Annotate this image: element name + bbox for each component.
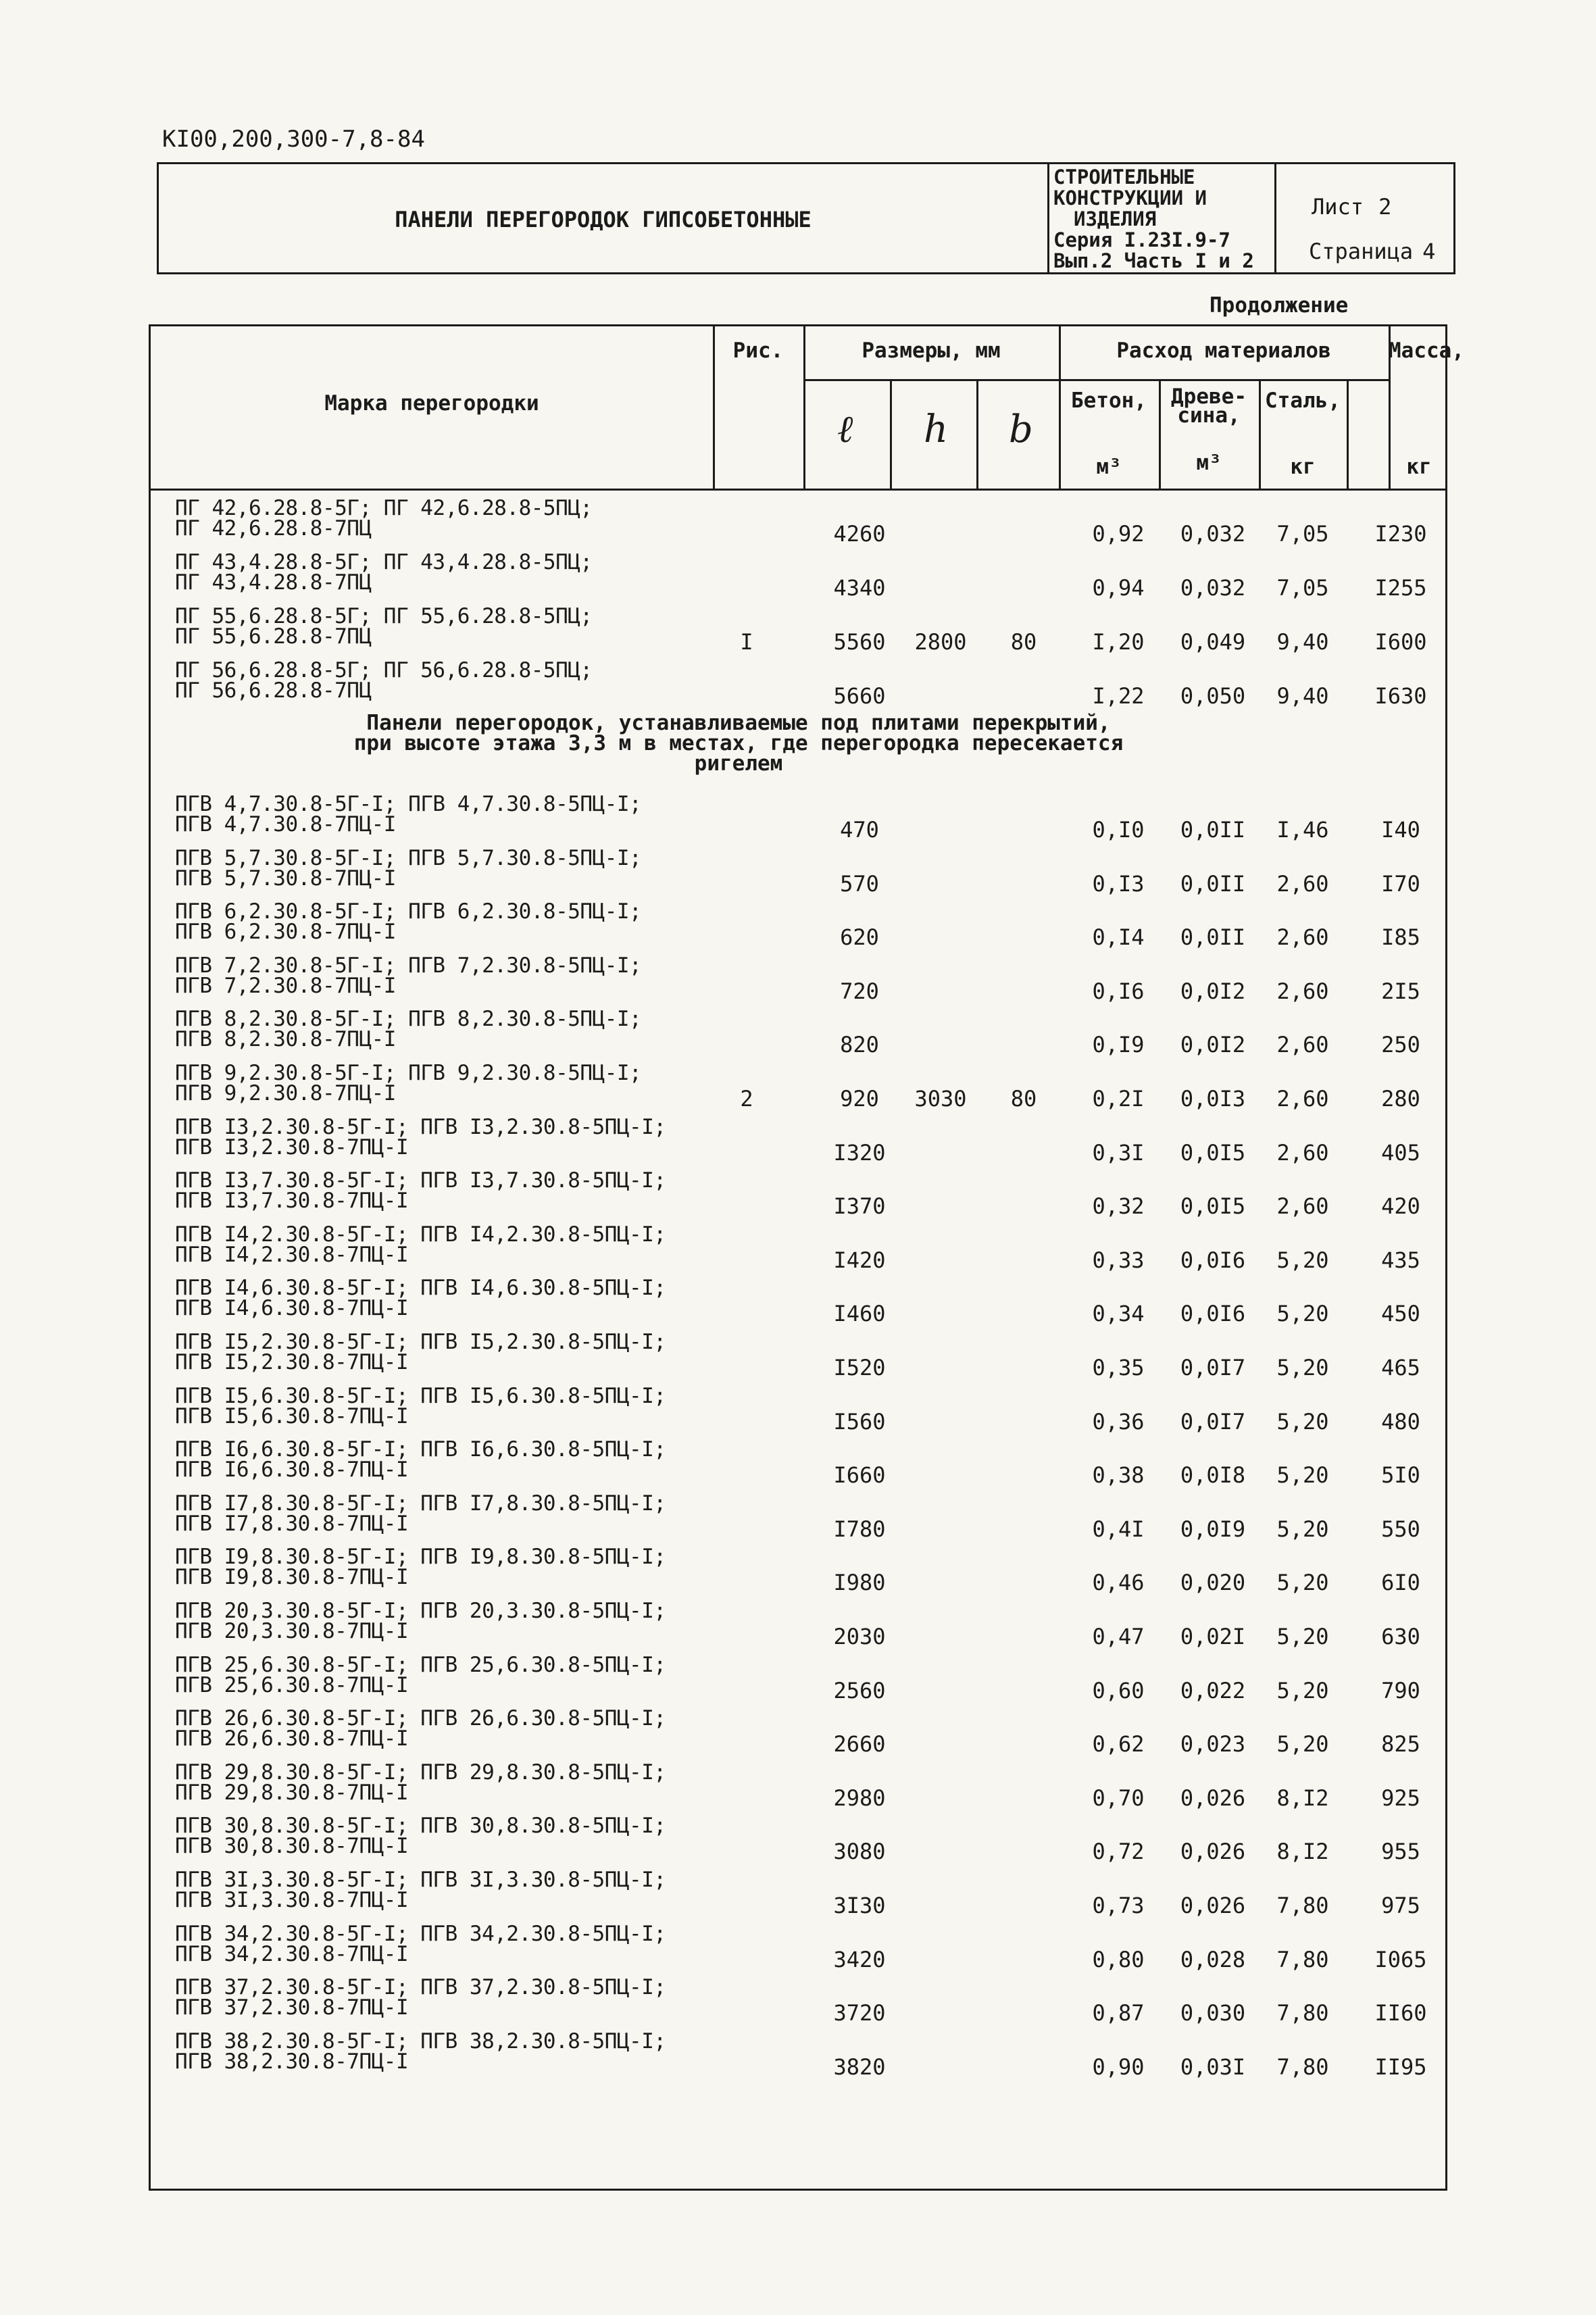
panel-mark (175, 1493, 666, 1534)
table-row (151, 1222, 1445, 1276)
length-value: I420 (833, 1247, 886, 1273)
table-row (151, 1437, 1445, 1491)
continuation-label: Продолжение (1210, 293, 1349, 318)
series-line: ИЗДЕЛИЯ (1074, 207, 1157, 230)
wood-value: 0,02I (1180, 1624, 1246, 1649)
panel-mark-line: ПГВ 26,6.30.8-5Г-I; ПГВ 26,6.30.8-5ПЦ-I; (175, 1706, 666, 1731)
length-value: I370 (833, 1193, 886, 1220)
length-value: 2980 (833, 1785, 886, 1811)
header-mass-unit: кг (1406, 455, 1432, 479)
panel-mark-line: ПГВ I5,6.30.8-7ПЦ-I (175, 1403, 409, 1428)
concrete-value: 0,3I (1092, 1139, 1145, 1166)
mass-value: 6I0 (1381, 1570, 1420, 1596)
panel-mark (175, 1168, 666, 1214)
concrete-value: 0,90 (1092, 2053, 1145, 2080)
mass-value: I065 (1374, 1946, 1427, 1972)
concrete-value: 0,70 (1092, 1785, 1145, 1811)
panel-mark (175, 1601, 666, 1641)
panel-mark-line: ПГВ 30,8.30.8-5Г-I; ПГВ 30,8.30.8-5ПЦ-I; (175, 1814, 666, 1839)
series-line: СТРОИТЕЛЬНЫЕ (1053, 166, 1195, 189)
length-value: 3I30 (833, 1893, 886, 1918)
header-thickness: b (1009, 407, 1033, 451)
mass-value: I85 (1381, 924, 1420, 951)
length-value: I520 (833, 1355, 886, 1380)
panel-mark-line: ПГ 42,6.28.8-7ПЦ (175, 516, 372, 541)
header-steel-unit: кг (1290, 455, 1316, 479)
wood-value: 0,0I8 (1180, 1462, 1246, 1489)
panel-mark (175, 552, 593, 593)
table-row (151, 1974, 1445, 2028)
concrete-value: 0,80 (1092, 1946, 1145, 1972)
concrete-value: 0,36 (1092, 1408, 1145, 1435)
steel-value: 5,20 (1276, 1462, 1329, 1489)
concrete-value: 0,38 (1092, 1462, 1145, 1489)
mass-value: I600 (1374, 629, 1427, 655)
panel-mark-line: ПГВ 20,3.30.8-5Г-I; ПГВ 20,3.30.8-5ПЦ-I; (175, 1599, 666, 1623)
note-line: Панели перегородок, устанавливаемые под плитами перекрытий, (366, 711, 1111, 735)
wood-value: 0,032 (1180, 521, 1246, 547)
height-value: 3030 (914, 1086, 967, 1112)
wood-value: 0,0I9 (1180, 1516, 1246, 1542)
panel-mark-line: ПГВ 29,8.30.8-7ПЦ-I (175, 1780, 409, 1805)
header-sizes: Размеры, мм (862, 339, 1001, 363)
panel-mark-line: ПГВ 3I,3.30.8-7ПЦ-I (175, 1888, 409, 1912)
steel-value: 7,80 (1276, 1946, 1329, 1972)
panel-mark-line: ПГВ I3,7.30.8-5Г-I; ПГВ I3,7.30.8-5ПЦ-I; (175, 1168, 666, 1193)
panel-mark-line: ПГ 42,6.28.8-5Г; ПГ 42,6.28.8-5ПЦ; (175, 496, 593, 520)
panel-mark-line: ПГВ I4,2.30.8-5Г-I; ПГВ I4,2.30.8-5ПЦ-I; (175, 1222, 666, 1247)
steel-value: 2,60 (1276, 870, 1329, 897)
wood-value: 0,0I5 (1180, 1139, 1246, 1166)
concrete-value: 0,2I (1092, 1086, 1145, 1112)
wood-value: 0,0I6 (1180, 1301, 1246, 1327)
mass-value: I40 (1381, 817, 1420, 843)
table-row (151, 1275, 1445, 1329)
panel-mark-line: ПГВ 6,2.30.8-7ПЦ-I (175, 920, 396, 945)
panel-mark (175, 1437, 666, 1483)
wood-value: 0,0I7 (1180, 1355, 1246, 1380)
panel-mark-line: ПГВ I4,2.30.8-7ПЦ-I (175, 1242, 409, 1267)
wood-value: 0,0II (1180, 924, 1246, 951)
length-value: 920 (840, 1086, 879, 1112)
panel-mark (175, 2028, 666, 2074)
length-value: 3420 (833, 1946, 886, 1972)
panel-mark-line: ПГВ 25,6.30.8-5Г-I; ПГВ 25,6.30.8-5ПЦ-I; (175, 1652, 666, 1677)
panel-mark-line: ПГ 43,4.28.8-7ПЦ (175, 570, 372, 595)
length-value: 570 (840, 870, 879, 897)
thickness-value: 80 (1010, 1086, 1037, 1112)
panel-mark (175, 1063, 641, 1103)
panel-mark-line: ПГВ I9,8.30.8-7ПЦ-I (175, 1565, 409, 1590)
wood-value: 0,049 (1180, 629, 1246, 655)
length-value: I320 (833, 1139, 886, 1166)
wood-value: 0,023 (1180, 1731, 1246, 1758)
panel-mark (175, 1921, 666, 1966)
header-concrete: Бетон, (1071, 389, 1147, 413)
length-value: 820 (840, 1032, 879, 1058)
length-value: 3820 (833, 2053, 886, 2080)
panel-mark-line: ПГВ 7,2.30.8-5Г-I; ПГВ 7,2.30.8-5ПЦ-I; (175, 953, 642, 978)
panel-mark-line: ПГ 43,4.28.8-5Г; ПГ 43,4.28.8-5ПЦ; (175, 550, 593, 574)
panel-mark-line: ПГВ 37,2.30.8-5Г-I; ПГВ 37,2.30.8-5ПЦ-I; (175, 1975, 666, 2000)
concrete-value: 0,87 (1092, 2000, 1145, 2026)
table-row (151, 1706, 1445, 1760)
table-row (151, 1813, 1445, 1867)
header-subdivider (1059, 379, 1389, 381)
panel-mark (175, 606, 593, 647)
table-row (151, 2028, 1445, 2083)
specification-table (149, 324, 1464, 2191)
column-divider (890, 379, 892, 489)
height-value: 2800 (914, 629, 967, 655)
table-row (151, 495, 1445, 549)
panel-mark-line: ПГВ I3,7.30.8-7ПЦ-I (175, 1189, 409, 1214)
concrete-value: 0,33 (1092, 1247, 1145, 1273)
concrete-value: 0,I0 (1092, 817, 1145, 843)
steel-value: 5,20 (1276, 1677, 1329, 1703)
mass-value: I230 (1374, 521, 1427, 547)
series-line: КОНСТРУКЦИИ И (1053, 186, 1207, 209)
panel-mark (175, 1007, 642, 1052)
header-wood-unit: м³ (1196, 451, 1222, 475)
panel-mark (175, 1332, 666, 1372)
mass-value: 925 (1381, 1785, 1420, 1811)
table-row (151, 1383, 1445, 1437)
concrete-value: 0,I4 (1092, 924, 1145, 951)
steel-value: 5,20 (1276, 1731, 1329, 1758)
concrete-value: 0,I6 (1092, 978, 1145, 1004)
series-line: Вып.2 Часть I и 2 (1053, 249, 1254, 272)
panel-mark-line: ПГВ I9,8.30.8-5Г-I; ПГВ I9,8.30.8-5ПЦ-I; (175, 1545, 666, 1570)
panel-mark-line: ПГВ I7,8.30.8-5Г-I; ПГВ I7,8.30.8-5ПЦ-I; (175, 1491, 666, 1516)
length-value: 2660 (833, 1731, 886, 1758)
mass-value: 465 (1381, 1355, 1420, 1380)
steel-value: 9,40 (1276, 629, 1329, 655)
panel-mark-line: ПГВ I6,6.30.8-7ПЦ-I (175, 1458, 409, 1483)
concrete-value: I,20 (1092, 629, 1145, 655)
sheet-info (1276, 164, 1453, 274)
panel-mark-line: ПГВ 29,8.30.8-5Г-I; ПГВ 29,8.30.8-5ПЦ-I; (175, 1760, 666, 1785)
panel-mark-line: ПГВ 8,2.30.8-7ПЦ-I (175, 1027, 396, 1052)
wood-value: 0,0I2 (1180, 1032, 1246, 1058)
concrete-value: I,22 (1092, 683, 1145, 709)
panel-mark (175, 1814, 666, 1859)
group-note (299, 713, 1178, 774)
steel-value: 5,20 (1276, 1247, 1329, 1273)
wood-value: 0,0I2 (1180, 978, 1246, 1004)
steel-value: 2,60 (1276, 924, 1329, 951)
mass-value: I255 (1374, 575, 1427, 601)
length-value: 470 (840, 817, 879, 843)
steel-value: 7,80 (1276, 1893, 1329, 1918)
mass-value: 450 (1381, 1301, 1420, 1327)
mass-value: II95 (1374, 2053, 1427, 2080)
steel-value: 5,20 (1276, 1570, 1329, 1596)
table-row (151, 1921, 1445, 1975)
wood-value: 0,020 (1180, 1570, 1246, 1596)
panel-mark-line: ПГВ 30,8.30.8-7ПЦ-I (175, 1834, 409, 1859)
length-value: 2030 (833, 1624, 886, 1649)
steel-value: 7,05 (1276, 575, 1329, 601)
panel-mark-line: ПГВ 3I,3.30.8-5Г-I; ПГВ 3I,3.30.8-5ПЦ-I; (175, 1868, 666, 1892)
panel-mark-line: ПГВ I3,2.30.8-5Г-I; ПГВ I3,2.30.8-5ПЦ-I; (175, 1114, 666, 1139)
length-value: 620 (840, 924, 879, 951)
panel-mark-line: ПГВ 9,2.30.8-7ПЦ-I (175, 1081, 396, 1105)
table-row (151, 1598, 1445, 1652)
steel-value: 7,05 (1276, 521, 1329, 547)
sheet-label: Лист (1312, 194, 1364, 220)
wood-value: 0,0I6 (1180, 1247, 1246, 1273)
mass-value: 825 (1381, 1731, 1420, 1758)
steel-value: 2,60 (1276, 1032, 1329, 1058)
mass-value: 420 (1381, 1193, 1420, 1220)
panel-mark-line: ПГВ I5,6.30.8-5Г-I; ПГВ I5,6.30.8-5ПЦ-I; (175, 1383, 666, 1408)
table-row (151, 1867, 1445, 1921)
panel-mark (175, 1708, 666, 1749)
panel-mark (175, 1762, 666, 1803)
panel-mark-line: ПГВ I7,8.30.8-7ПЦ-I (175, 1511, 409, 1536)
mass-value: 955 (1381, 1839, 1420, 1865)
concrete-value: 0,I9 (1092, 1032, 1145, 1058)
wood-value: 0,026 (1180, 1785, 1246, 1811)
panel-mark-line: ПГВ I4,6.30.8-7ПЦ-I (175, 1296, 409, 1321)
steel-value: 2,60 (1276, 1086, 1329, 1112)
panel-mark-line: ПГВ 38,2.30.8-7ПЦ-I (175, 2049, 409, 2074)
steel-value: 2,60 (1276, 1193, 1329, 1220)
steel-value: 2,60 (1276, 1139, 1329, 1166)
figure-number: I (740, 629, 753, 655)
panel-mark-line: ПГВ 4,7.30.8-5Г-I; ПГВ 4,7.30.8-5ПЦ-I; (175, 792, 642, 816)
mass-value: I630 (1374, 683, 1427, 709)
length-value: 5660 (833, 683, 886, 709)
mass-value: 405 (1381, 1139, 1420, 1166)
note-line: при высоте этажа 3,3 м в местах, где перегородка пересекается (353, 731, 1124, 755)
concrete-value: 0,I3 (1092, 870, 1145, 897)
series-info (1049, 164, 1276, 274)
length-value: I560 (833, 1408, 886, 1435)
header-subdivider (803, 379, 1059, 381)
table-row (151, 953, 1445, 1007)
concrete-value: 0,73 (1092, 1893, 1145, 1918)
header-steel: Сталь, (1265, 389, 1341, 413)
panel-mark (175, 1383, 666, 1428)
steel-value: 7,80 (1276, 2000, 1329, 2026)
series-line: Серия I.23I.9-7 (1053, 228, 1230, 251)
panel-mark (175, 1545, 666, 1590)
mass-value: 550 (1381, 1516, 1420, 1542)
steel-value: 5,20 (1276, 1301, 1329, 1327)
concrete-value: 0,4I (1092, 1516, 1145, 1542)
panel-mark-line: ПГВ 20,3.30.8-7ПЦ-I (175, 1619, 409, 1643)
header-materials: Расход материалов (1116, 339, 1331, 363)
panel-mark (175, 794, 641, 835)
document-code: КI00,200,300-7,8-84 (162, 126, 425, 153)
thickness-value: 80 (1010, 629, 1037, 655)
table-row (151, 845, 1445, 899)
mass-value: 2I5 (1381, 978, 1420, 1004)
mass-value: 630 (1381, 1624, 1420, 1649)
mass-value: I70 (1381, 870, 1420, 897)
sheet-number: 2 (1378, 194, 1392, 220)
panel-mark-line: ПГВ 34,2.30.8-5Г-I; ПГВ 34,2.30.8-5ПЦ-I; (175, 1921, 666, 1946)
mass-value: 790 (1381, 1677, 1420, 1703)
mass-value: 975 (1381, 1893, 1420, 1918)
length-value: 2560 (833, 1677, 886, 1703)
header-mark: Марка перегородки (324, 391, 539, 416)
wood-value: 0,0I7 (1180, 1408, 1246, 1435)
length-value: 3080 (833, 1839, 886, 1865)
table-row (151, 791, 1445, 845)
panel-mark-line: ПГВ I3,2.30.8-7ПЦ-I (175, 1135, 409, 1160)
concrete-value: 0,60 (1092, 1677, 1145, 1703)
concrete-value: 0,34 (1092, 1301, 1145, 1327)
table-row (151, 1329, 1445, 1383)
panel-mark-line: ПГВ I5,2.30.8-5Г-I; ПГВ I5,2.30.8-5ПЦ-I; (175, 1330, 666, 1354)
document-title: ПАНЕЛИ ПЕРЕГОРОДОК ГИПСОБЕТОННЫЕ (159, 164, 1049, 274)
panel-mark-line: ПГВ 38,2.30.8-5Г-I; ПГВ 38,2.30.8-5ПЦ-I; (175, 2028, 666, 2053)
table-row (151, 899, 1445, 953)
table-row (151, 1060, 1445, 1114)
header-figure: Рис. (732, 339, 784, 363)
wood-value: 0,028 (1180, 1946, 1246, 1972)
wood-value: 0,022 (1180, 1677, 1246, 1703)
wood-value: 0,026 (1180, 1893, 1246, 1918)
panel-mark (175, 660, 593, 701)
wood-value: 0,032 (1180, 575, 1246, 601)
panel-mark (175, 1977, 666, 2018)
panel-mark-line: ПГВ 25,6.30.8-7ПЦ-I (175, 1672, 409, 1697)
concrete-value: 0,35 (1092, 1355, 1145, 1380)
mass-value: II60 (1374, 2000, 1427, 2026)
steel-value: 2,60 (1276, 978, 1329, 1004)
panel-mark-line: ПГВ 5,7.30.8-5Г-I; ПГВ 5,7.30.8-5ПЦ-I; (175, 845, 642, 870)
concrete-value: 0,92 (1092, 521, 1145, 547)
wood-value: 0,0I5 (1180, 1193, 1246, 1220)
table-row (151, 1544, 1445, 1598)
column-divider (976, 379, 978, 489)
page-label: Страница (1309, 239, 1414, 264)
table-row (151, 1006, 1445, 1060)
panel-mark (175, 1652, 666, 1697)
mass-value: 435 (1381, 1247, 1420, 1273)
panel-mark-line: ПГВ 8,2.30.8-5Г-I; ПГВ 8,2.30.8-5ПЦ-I; (175, 1007, 642, 1032)
panel-mark (175, 1114, 666, 1160)
note-line: ригелем (694, 751, 783, 776)
panel-mark-line: ПГВ I5,2.30.8-7ПЦ-I (175, 1350, 409, 1374)
panel-mark-line: ПГ 56,6.28.8-5Г; ПГ 56,6.28.8-5ПЦ; (175, 658, 593, 682)
concrete-value: 0,47 (1092, 1624, 1145, 1649)
wood-value: 0,0II (1180, 870, 1246, 897)
panel-mark-line: ПГВ 6,2.30.8-5Г-I; ПГВ 6,2.30.8-5ПЦ-I; (175, 899, 642, 924)
table-row (151, 1168, 1445, 1222)
steel-value: I,46 (1276, 817, 1329, 843)
concrete-value: 0,62 (1092, 1731, 1145, 1758)
wood-value: 0,0II (1180, 817, 1246, 843)
panel-mark (175, 845, 642, 891)
length-value: I460 (833, 1301, 886, 1327)
steel-value: 7,80 (1276, 2053, 1329, 2080)
length-value: 4340 (833, 575, 886, 601)
steel-value: 8,I2 (1276, 1839, 1329, 1865)
wood-value: 0,050 (1180, 683, 1246, 709)
column-divider (1347, 379, 1349, 489)
panel-mark-line: ПГВ 37,2.30.8-7ПЦ-I (175, 1995, 409, 2020)
panel-mark-line: ПГВ 26,6.30.8-7ПЦ-I (175, 1726, 409, 1751)
steel-value: 5,20 (1276, 1516, 1329, 1542)
panel-mark (175, 1224, 666, 1265)
panel-mark-line: ПГВ 4,7.30.8-7ПЦ-I (175, 812, 396, 837)
mass-value: 250 (1381, 1032, 1420, 1058)
length-value: 4260 (833, 521, 886, 547)
figure-number: 2 (740, 1086, 753, 1112)
panel-mark (175, 498, 593, 539)
length-value: 720 (840, 978, 879, 1004)
concrete-value: 0,46 (1092, 1570, 1145, 1596)
table-row (151, 603, 1445, 657)
table-row (151, 1760, 1445, 1814)
concrete-value: 0,72 (1092, 1839, 1145, 1865)
wood-value: 0,026 (1180, 1839, 1246, 1865)
title-block (157, 162, 1455, 274)
wood-value: 0,030 (1180, 2000, 1246, 2026)
concrete-value: 0,32 (1092, 1193, 1145, 1220)
wood-value: 0,0I3 (1180, 1086, 1246, 1112)
header-concrete-unit: м³ (1096, 455, 1122, 479)
length-value: 3720 (833, 2000, 886, 2026)
concrete-value: 0,94 (1092, 575, 1145, 601)
header-divider (151, 489, 1445, 491)
panel-mark-line: ПГВ 7,2.30.8-7ПЦ-I (175, 973, 396, 998)
length-value: 5560 (833, 629, 886, 655)
length-value: I980 (833, 1570, 886, 1596)
length-value: I660 (833, 1462, 886, 1489)
header-height: h (924, 407, 949, 451)
steel-value: 8,I2 (1276, 1785, 1329, 1811)
panel-mark-line: ПГВ 34,2.30.8-7ПЦ-I (175, 1941, 409, 1966)
header-wood: Древе- сина, (1171, 384, 1247, 428)
panel-mark (175, 899, 642, 945)
table-row (151, 1114, 1445, 1168)
page-number: 4 (1422, 239, 1436, 264)
mass-value: 480 (1381, 1408, 1420, 1435)
panel-mark-line: ПГВ 9,2.30.8-5Г-I; ПГВ 9,2.30.8-5ПЦ-I; (175, 1061, 642, 1085)
panel-mark (175, 955, 641, 996)
steel-value: 5,20 (1276, 1624, 1329, 1649)
header-mass: Масса, (1389, 339, 1464, 363)
panel-mark-line: ПГВ I6,6.30.8-5Г-I; ПГВ I6,6.30.8-5ПЦ-I; (175, 1437, 666, 1462)
steel-value: 5,20 (1276, 1408, 1329, 1435)
panel-mark-line: ПГ 56,6.28.8-7ПЦ (175, 678, 372, 703)
panel-mark-line: ПГ 55,6.28.8-7ПЦ (175, 624, 372, 649)
steel-value: 5,20 (1276, 1355, 1329, 1380)
table-row (151, 1491, 1445, 1545)
length-value: I780 (833, 1516, 886, 1542)
steel-value: 9,40 (1276, 683, 1329, 709)
mass-value: 280 (1381, 1086, 1420, 1112)
wood-value: 0,03I (1180, 2053, 1246, 2080)
mass-value: 5I0 (1381, 1462, 1420, 1489)
header-length: ℓ (837, 407, 853, 451)
table-row (151, 549, 1445, 603)
table-row (151, 657, 1445, 712)
panel-mark-line: ПГВ 5,7.30.8-7ПЦ-I (175, 866, 396, 891)
panel-mark-line: ПГ 55,6.28.8-5Г; ПГ 55,6.28.8-5ПЦ; (175, 604, 593, 628)
panel-mark-line: ПГВ I4,6.30.8-5Г-I; ПГВ I4,6.30.8-5ПЦ-I; (175, 1276, 666, 1301)
table-row (151, 1652, 1445, 1706)
panel-mark (175, 1870, 666, 1910)
panel-mark (175, 1276, 666, 1321)
